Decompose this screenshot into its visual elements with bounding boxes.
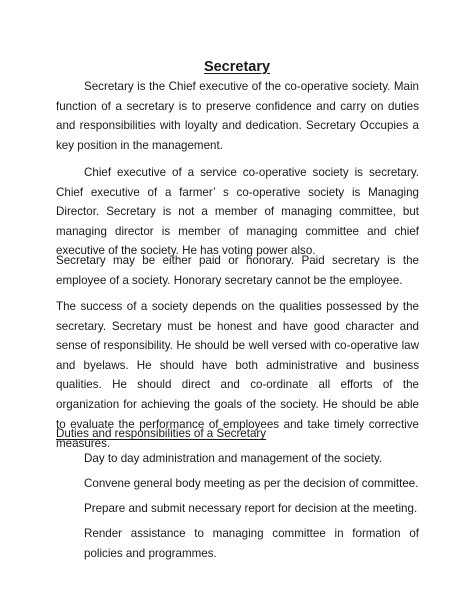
duty-item: Day to day administration and management of the society. (84, 452, 383, 465)
paragraph-intro: Secretary is the Chief executive of the co-operative society. Main function of a secretary is to preserve confidence and carry on duties and responsibilities with loyalty and dedication. Secretary Occupies a key position in the management. (56, 80, 419, 152)
paragraph-paid-honorary: Secretary may be either paid or honorary. Paid secretary is the employee of a society. Honorary secretary cannot be the employee. (56, 254, 419, 287)
page-title: Secretary (203, 59, 271, 75)
duty-item: Render assistance to managing committee in formation of policies and programmes. (84, 527, 419, 560)
paragraph-qualities: The success of a society depends on the qualities possessed by the secretary. Secretary must be honest and have good character and sense of responsibility. He should be well versed with co-operative law and byelaws. He should have both administrative and business qualities. He should direct and co-ordinate all efforts of the organization for achieving the goals of the society. He should be able to evaluate the performance of employees and take timely corrective measures. (56, 300, 419, 451)
duties-heading: Duties and responsibilities of a Secretary (56, 427, 267, 440)
duty-item: Prepare and submit necessary report for decision at the meeting. (84, 502, 418, 515)
paragraph-chief-executive: Chief executive of a service co-operative society is secretary. Chief executive of a farmer’ s co-operative society is Managing Director. Secretary is not a member of managing committee, but managing director is member of managing committee and chief executive of the society. He has voting power also. (56, 166, 419, 258)
duty-item: Convene general body meeting as per the decision of committee. (84, 477, 419, 490)
